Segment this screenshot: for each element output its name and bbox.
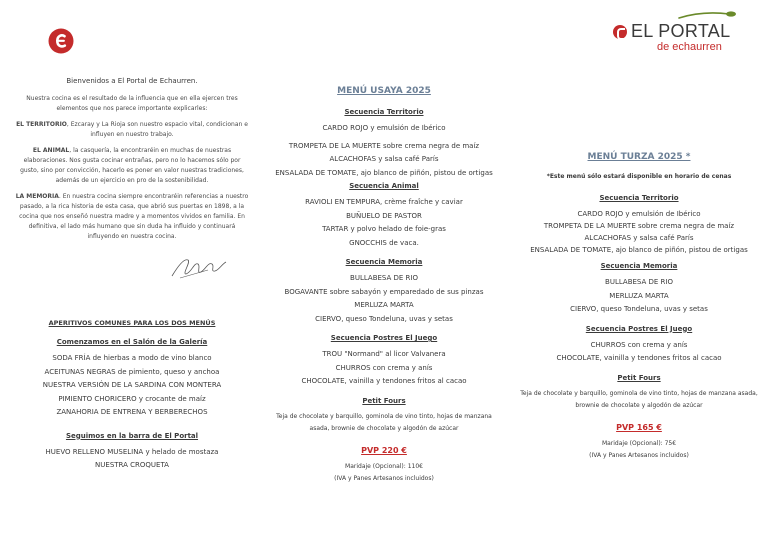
list-item: PIMIENTO CHORICERO y crocante de maíz xyxy=(58,394,206,403)
turza-price: PVP 165 € xyxy=(616,422,662,432)
animal-label: EL ANIMAL xyxy=(32,147,70,154)
list-item: RAVIOLI EN TEMPURA, crème fraîche y caviar xyxy=(305,198,463,206)
list-item: BUÑUELO DE PASTOR xyxy=(346,211,422,220)
list-item: ACEITUNAS NEGRAS de pimiento, queso y anchoa xyxy=(44,367,220,376)
list-item: CARDO ROJO y emulsión de Ibérico xyxy=(577,210,701,218)
list-item: MERLUZA MARTA xyxy=(354,301,414,309)
usaya-maridaje: Maridaje (Opcional): 110€ xyxy=(345,462,423,470)
turza-memoria-title: Secuencia Memoria xyxy=(600,262,678,270)
list-item: NUESTRA VERSIÓN DE LA SARDINA CON MONTERA xyxy=(42,381,222,389)
barra-title: Seguimos en la barra de El Portal xyxy=(65,431,199,440)
memoria-label: LA MEMORIA xyxy=(15,193,59,200)
memoria-paragraph xyxy=(14,192,250,242)
list-item: HUEVO RELLENO MUSELINA y helado de mostaza xyxy=(45,447,219,456)
turza-maridaje: Maridaje (Opcional): 75€ xyxy=(601,439,677,447)
welcome-text: Bienvenidos a El Portal de Echaurren. xyxy=(66,77,198,85)
list-item: CHOCOLATE, vainilla y tendones fritos al cacao xyxy=(301,377,467,385)
handwritten-signature xyxy=(168,252,230,282)
usaya-animal-title: Secuencia Animal xyxy=(349,182,419,190)
list-item: CHURROS con crema y anís xyxy=(335,363,433,372)
memoria-text: . En nuestra cocina siempre encontraréin referencias a nuestro pasado, a la rica historia de esta casa, que abrió sus puertas en 1898, a la cocina que nos enseñó nuestra madre y a momentos vividos en familia. En definitiva, el lado más humano que sin duda ha influido y continuará influyendo en nuestra cocina. xyxy=(19,193,249,240)
list-item: BULLABESA DE RIO xyxy=(350,274,418,282)
turza-iva: (IVA y Panes Artesanos incluidos) xyxy=(589,451,689,459)
aperitivos-title: APERITIVOS COMUNES PARA LOS DOS MENÚS xyxy=(48,319,216,327)
brand-logo xyxy=(613,10,737,56)
list-item: TROMPETA DE LA MUERTE sobre crema negra de maíz xyxy=(543,222,735,230)
menu-turza xyxy=(520,152,758,462)
list-item: TROU "Normand" al licor Valvanera xyxy=(322,350,446,358)
list-item: BOGAVANTE sobre sabayón y emparedado de sus pinzas xyxy=(284,287,484,296)
menu-usaya-title: MENÚ USAYA 2025 xyxy=(337,86,431,96)
intro-section xyxy=(14,76,250,248)
animal-paragraph xyxy=(14,146,250,186)
brand-subtitle: de echaurren xyxy=(657,41,722,53)
list-item: CHOCOLATE, vainilla y tendones fritos al cacao xyxy=(556,354,722,362)
menu-usaya xyxy=(268,86,500,485)
menu-turza-title: MENÚ TURZA 2025 * xyxy=(587,152,691,162)
turza-fours-title: Petit Fours xyxy=(617,373,661,382)
list-item: CHURROS con crema y anís xyxy=(590,340,688,349)
turza-fours-text: Teja de chocolate y barquillo, gominola de vino tinto, hojas de manzana asada, brownie de chocolate y algodón de azúcar xyxy=(520,389,758,409)
list-item: TARTAR y polvo helado de foie-gras xyxy=(322,225,446,233)
list-item: CARDO ROJO y emulsión de Ibérico xyxy=(322,124,446,132)
usaya-memoria-title: Secuencia Memoria xyxy=(345,258,423,266)
turza-postres-title: Secuencia Postres El Juego xyxy=(585,324,693,333)
turza-territorio-title: Secuencia Territorio xyxy=(599,194,679,202)
brand-name: EL PORTAL xyxy=(631,21,731,41)
list-item: NUESTRA CROQUETA xyxy=(95,461,169,469)
list-item: MERLUZA MARTA xyxy=(609,291,669,300)
usaya-territorio-title: Secuencia Territorio xyxy=(344,108,424,116)
animal-text: , la casquería, la encontraréin en muchas de nuestras elaboraciones. Nos gusta cocinar entrañas, pero no lo hacemos sólo por gusto, sino por convicción, hacerlo es poner en valor nuestras tradiciones, además de un ejercicio en pro de la sostenibilidad. xyxy=(20,147,244,184)
list-item: SODA FRÍA de hierbas a modo de vino blanco xyxy=(52,354,212,362)
list-item: ZANAHORIA DE ENTRENA Y BERBERECHOS xyxy=(56,408,208,416)
aperitivos-section xyxy=(12,318,252,473)
list-item: CIERVO, queso Tondeluna, uvas y setas xyxy=(570,305,708,313)
list-item: ENSALADA DE TOMATE, ajo blanco de piñón, pistou de ortigas xyxy=(275,168,493,177)
list-item: TROMPETA DE LA MUERTE sobre crema negra de maíz xyxy=(288,141,480,150)
salon-title: Comenzamos en el Salón de la Galería xyxy=(56,338,208,346)
list-item: CIERVO, queso Tondeluna, uvas y setas xyxy=(315,314,453,323)
territorio-label: EL TERRITORIO xyxy=(16,121,67,128)
list-item: GNOCCHIS de vaca. xyxy=(349,238,419,247)
restaurant-seal-logo xyxy=(48,28,74,54)
usaya-price: PVP 220 € xyxy=(361,445,407,455)
turza-note: *Este menú sólo estará disponible en horario de cenas xyxy=(546,173,732,180)
territorio-text: , Ezcaray y La Rioja son nuestro espacio vital, condicionan e influyen en nuestro trabajo. xyxy=(66,121,248,138)
usaya-postres-title: Secuencia Postres El Juego xyxy=(330,334,438,342)
intro-paragraph: Nuestra cocina es el resultado de la influencia que en ella ejercen tres elementos que nos parece importante explicarles: xyxy=(26,95,238,112)
brand-mark-icon xyxy=(613,25,627,39)
territorio-paragraph xyxy=(14,120,250,140)
list-item: BULLABESA DE RIO xyxy=(605,278,673,286)
list-item: ALCACHOFAS y salsa café París xyxy=(584,234,694,242)
usaya-fours-text: Teja de chocolate y barquillo, gominola de vino tinto, hojas de manzana asada, brownie de chocolate y algodón de azúcar xyxy=(276,412,492,432)
usaya-fours-title: Petit Fours xyxy=(362,396,406,405)
list-item: ALCACHOFAS y salsa café París xyxy=(329,155,439,163)
list-item: ENSALADA DE TOMATE, ajo blanco de piñón, pistou de ortigas xyxy=(530,246,748,254)
usaya-iva: (IVA y Panes Artesanos incluidos) xyxy=(334,474,434,482)
